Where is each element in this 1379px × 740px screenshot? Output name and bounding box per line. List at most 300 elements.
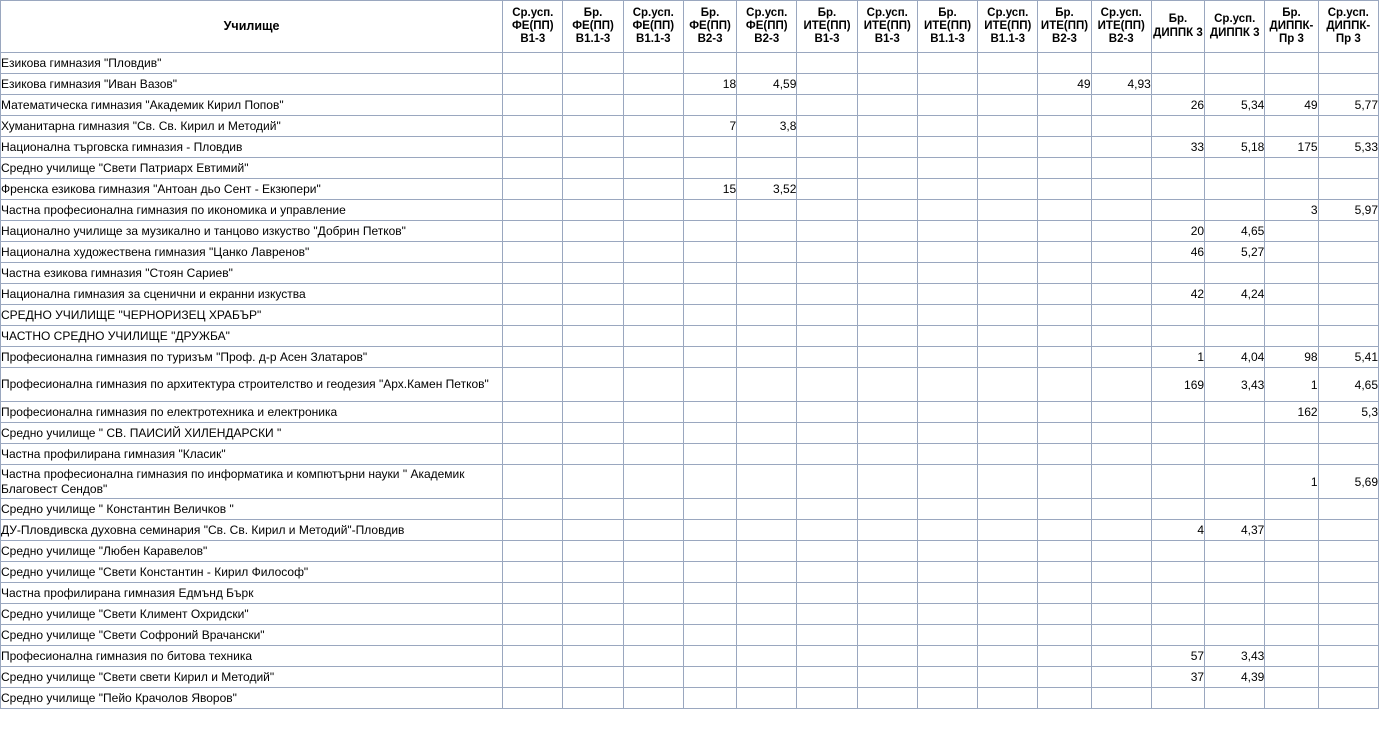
cell-c7[interactable] xyxy=(857,646,917,667)
cell-c15[interactable] xyxy=(1318,221,1378,242)
cell-c3[interactable] xyxy=(623,284,683,305)
cell-c9[interactable] xyxy=(978,221,1038,242)
cell-c12[interactable] xyxy=(1151,74,1204,95)
cell-c3[interactable] xyxy=(623,221,683,242)
cell-c4[interactable] xyxy=(683,53,736,74)
cell-c7[interactable] xyxy=(857,53,917,74)
cell-c7[interactable] xyxy=(857,284,917,305)
cell-c6[interactable] xyxy=(797,520,857,541)
cell-c12[interactable] xyxy=(1151,326,1204,347)
cell-c4[interactable] xyxy=(683,667,736,688)
cell-c6[interactable] xyxy=(797,158,857,179)
cell-c9[interactable] xyxy=(978,263,1038,284)
cell-c11[interactable] xyxy=(1091,541,1151,562)
cell-c5[interactable] xyxy=(737,444,797,465)
table-row[interactable] xyxy=(1,604,1379,625)
cell-c9[interactable] xyxy=(978,520,1038,541)
cell-c11[interactable] xyxy=(1091,402,1151,423)
cell-c5[interactable] xyxy=(737,137,797,158)
cell-c6[interactable] xyxy=(797,402,857,423)
cell-c15[interactable] xyxy=(1318,541,1378,562)
cell-c8[interactable] xyxy=(917,499,977,520)
cell-c5[interactable] xyxy=(737,583,797,604)
table-row[interactable] xyxy=(1,520,1379,541)
cell-c12[interactable]: 33 xyxy=(1151,137,1204,158)
school-name-cell[interactable]: Средно училище " Константин Величков " xyxy=(1,499,503,520)
cell-c8[interactable] xyxy=(917,423,977,444)
cell-c9[interactable] xyxy=(978,158,1038,179)
cell-c7[interactable] xyxy=(857,74,917,95)
cell-c9[interactable] xyxy=(978,326,1038,347)
cell-c4[interactable] xyxy=(683,158,736,179)
cell-c15[interactable] xyxy=(1318,499,1378,520)
cell-c8[interactable] xyxy=(917,221,977,242)
cell-c14[interactable] xyxy=(1265,667,1318,688)
cell-c1[interactable] xyxy=(503,604,563,625)
cell-c4[interactable] xyxy=(683,562,736,583)
cell-c2[interactable] xyxy=(563,347,623,368)
cell-c2[interactable] xyxy=(563,242,623,263)
cell-c15[interactable] xyxy=(1318,179,1378,200)
cell-c15[interactable] xyxy=(1318,263,1378,284)
cell-c11[interactable] xyxy=(1091,326,1151,347)
cell-c7[interactable] xyxy=(857,200,917,221)
cell-c7[interactable] xyxy=(857,423,917,444)
cell-c12[interactable]: 1 xyxy=(1151,347,1204,368)
cell-c15[interactable] xyxy=(1318,305,1378,326)
table-row[interactable] xyxy=(1,583,1379,604)
table-row[interactable] xyxy=(1,499,1379,520)
school-name-cell[interactable]: Национална гимназия за сценични и екранни изкуства xyxy=(1,284,503,305)
cell-c8[interactable] xyxy=(917,368,977,402)
cell-c2[interactable] xyxy=(563,499,623,520)
cell-c1[interactable] xyxy=(503,263,563,284)
cell-c10[interactable] xyxy=(1038,263,1091,284)
cell-c7[interactable] xyxy=(857,583,917,604)
cell-c8[interactable] xyxy=(917,200,977,221)
cell-c10[interactable] xyxy=(1038,158,1091,179)
cell-c12[interactable] xyxy=(1151,688,1204,709)
cell-c4[interactable] xyxy=(683,541,736,562)
cell-c14[interactable] xyxy=(1265,625,1318,646)
cell-c14[interactable]: 49 xyxy=(1265,95,1318,116)
cell-c2[interactable] xyxy=(563,667,623,688)
cell-c13[interactable] xyxy=(1205,625,1265,646)
cell-c13[interactable]: 4,04 xyxy=(1205,347,1265,368)
cell-c9[interactable] xyxy=(978,646,1038,667)
cell-c9[interactable] xyxy=(978,625,1038,646)
cell-c4[interactable]: 7 xyxy=(683,116,736,137)
cell-c1[interactable] xyxy=(503,402,563,423)
cell-c6[interactable] xyxy=(797,688,857,709)
cell-c4[interactable]: 15 xyxy=(683,179,736,200)
cell-c1[interactable] xyxy=(503,95,563,116)
cell-c9[interactable] xyxy=(978,137,1038,158)
cell-c7[interactable] xyxy=(857,499,917,520)
cell-c4[interactable] xyxy=(683,326,736,347)
school-name-cell[interactable]: Средно училище "Свети Константин - Кирил Философ" xyxy=(1,562,503,583)
cell-c6[interactable] xyxy=(797,53,857,74)
cell-c13[interactable] xyxy=(1205,444,1265,465)
cell-c10[interactable] xyxy=(1038,326,1091,347)
cell-c6[interactable] xyxy=(797,242,857,263)
cell-c1[interactable] xyxy=(503,520,563,541)
cell-c4[interactable] xyxy=(683,499,736,520)
cell-c11[interactable] xyxy=(1091,284,1151,305)
cell-c15[interactable] xyxy=(1318,242,1378,263)
cell-c6[interactable] xyxy=(797,423,857,444)
school-name-cell[interactable]: Математическа гимназия "Академик Кирил Попов" xyxy=(1,95,503,116)
cell-c13[interactable] xyxy=(1205,402,1265,423)
cell-c8[interactable] xyxy=(917,583,977,604)
cell-c8[interactable] xyxy=(917,465,977,499)
cell-c7[interactable] xyxy=(857,347,917,368)
cell-c15[interactable] xyxy=(1318,646,1378,667)
cell-c8[interactable] xyxy=(917,646,977,667)
cell-c3[interactable] xyxy=(623,604,683,625)
table-row[interactable] xyxy=(1,646,1379,667)
cell-c12[interactable]: 4 xyxy=(1151,520,1204,541)
cell-c14[interactable] xyxy=(1265,646,1318,667)
cell-c12[interactable]: 26 xyxy=(1151,95,1204,116)
cell-c4[interactable] xyxy=(683,444,736,465)
cell-c2[interactable] xyxy=(563,625,623,646)
cell-c5[interactable] xyxy=(737,625,797,646)
cell-c12[interactable]: 46 xyxy=(1151,242,1204,263)
cell-c3[interactable] xyxy=(623,137,683,158)
cell-c15[interactable] xyxy=(1318,667,1378,688)
cell-c14[interactable] xyxy=(1265,242,1318,263)
cell-c10[interactable] xyxy=(1038,137,1091,158)
table-row[interactable] xyxy=(1,562,1379,583)
cell-c6[interactable] xyxy=(797,646,857,667)
cell-c10[interactable] xyxy=(1038,423,1091,444)
cell-c8[interactable] xyxy=(917,326,977,347)
cell-c5[interactable] xyxy=(737,242,797,263)
cell-c8[interactable] xyxy=(917,444,977,465)
cell-c10[interactable] xyxy=(1038,368,1091,402)
cell-c12[interactable] xyxy=(1151,604,1204,625)
cell-c11[interactable]: 4,93 xyxy=(1091,74,1151,95)
cell-c11[interactable] xyxy=(1091,583,1151,604)
cell-c3[interactable] xyxy=(623,368,683,402)
cell-c2[interactable] xyxy=(563,562,623,583)
school-name-cell[interactable]: Средно училище "Свети Софроний Врачански" xyxy=(1,625,503,646)
cell-c7[interactable] xyxy=(857,465,917,499)
cell-c13[interactable] xyxy=(1205,53,1265,74)
cell-c8[interactable] xyxy=(917,242,977,263)
cell-c4[interactable] xyxy=(683,305,736,326)
cell-c1[interactable] xyxy=(503,562,563,583)
cell-c12[interactable] xyxy=(1151,116,1204,137)
cell-c6[interactable] xyxy=(797,541,857,562)
cell-c6[interactable] xyxy=(797,74,857,95)
cell-c15[interactable] xyxy=(1318,625,1378,646)
cell-c10[interactable] xyxy=(1038,520,1091,541)
cell-c4[interactable] xyxy=(683,137,736,158)
cell-c5[interactable] xyxy=(737,465,797,499)
cell-c13[interactable] xyxy=(1205,179,1265,200)
cell-c12[interactable] xyxy=(1151,625,1204,646)
cell-c5[interactable] xyxy=(737,284,797,305)
table-row[interactable] xyxy=(1,444,1379,465)
cell-c12[interactable] xyxy=(1151,465,1204,499)
cell-c8[interactable] xyxy=(917,74,977,95)
school-name-cell[interactable]: Национално училище за музикално и танцово изкуство "Добрин Петков" xyxy=(1,221,503,242)
cell-c13[interactable] xyxy=(1205,499,1265,520)
cell-c2[interactable] xyxy=(563,541,623,562)
cell-c13[interactable] xyxy=(1205,116,1265,137)
cell-c12[interactable] xyxy=(1151,158,1204,179)
cell-c3[interactable] xyxy=(623,520,683,541)
cell-c14[interactable]: 1 xyxy=(1265,465,1318,499)
cell-c10[interactable] xyxy=(1038,53,1091,74)
cell-c13[interactable] xyxy=(1205,158,1265,179)
cell-c11[interactable] xyxy=(1091,625,1151,646)
cell-c1[interactable] xyxy=(503,179,563,200)
cell-c14[interactable] xyxy=(1265,53,1318,74)
cell-c5[interactable] xyxy=(737,305,797,326)
cell-c11[interactable] xyxy=(1091,158,1151,179)
cell-c5[interactable]: 4,59 xyxy=(737,74,797,95)
cell-c15[interactable]: 5,97 xyxy=(1318,200,1378,221)
cell-c1[interactable] xyxy=(503,74,563,95)
cell-c9[interactable] xyxy=(978,423,1038,444)
cell-c13[interactable]: 4,39 xyxy=(1205,667,1265,688)
cell-c8[interactable] xyxy=(917,625,977,646)
cell-c15[interactable] xyxy=(1318,520,1378,541)
cell-c10[interactable] xyxy=(1038,305,1091,326)
cell-c11[interactable] xyxy=(1091,562,1151,583)
cell-c12[interactable]: 42 xyxy=(1151,284,1204,305)
table-row[interactable] xyxy=(1,200,1379,221)
cell-c4[interactable] xyxy=(683,242,736,263)
cell-c13[interactable] xyxy=(1205,562,1265,583)
cell-c1[interactable] xyxy=(503,242,563,263)
cell-c11[interactable] xyxy=(1091,53,1151,74)
school-name-cell[interactable]: Национална търговска гимназия - Пловдив xyxy=(1,137,503,158)
cell-c14[interactable] xyxy=(1265,444,1318,465)
cell-c4[interactable]: 18 xyxy=(683,74,736,95)
table-row[interactable] xyxy=(1,368,1379,402)
cell-c2[interactable] xyxy=(563,465,623,499)
cell-c12[interactable]: 169 xyxy=(1151,368,1204,402)
cell-c7[interactable] xyxy=(857,688,917,709)
cell-c3[interactable] xyxy=(623,444,683,465)
table-row[interactable] xyxy=(1,688,1379,709)
cell-c8[interactable] xyxy=(917,137,977,158)
cell-c4[interactable] xyxy=(683,646,736,667)
cell-c8[interactable] xyxy=(917,95,977,116)
cell-c3[interactable] xyxy=(623,200,683,221)
cell-c14[interactable] xyxy=(1265,499,1318,520)
school-name-cell[interactable]: Професионална гимназия по електротехника и електроника xyxy=(1,402,503,423)
cell-c13[interactable] xyxy=(1205,74,1265,95)
cell-c10[interactable] xyxy=(1038,667,1091,688)
school-name-cell[interactable]: Средно училище "Любен Каравелов" xyxy=(1,541,503,562)
cell-c7[interactable] xyxy=(857,221,917,242)
cell-c11[interactable] xyxy=(1091,368,1151,402)
cell-c3[interactable] xyxy=(623,305,683,326)
cell-c5[interactable] xyxy=(737,200,797,221)
cell-c15[interactable]: 5,69 xyxy=(1318,465,1378,499)
cell-c10[interactable] xyxy=(1038,402,1091,423)
cell-c3[interactable] xyxy=(623,347,683,368)
cell-c1[interactable] xyxy=(503,423,563,444)
cell-c8[interactable] xyxy=(917,263,977,284)
cell-c11[interactable] xyxy=(1091,263,1151,284)
cell-c9[interactable] xyxy=(978,583,1038,604)
cell-c9[interactable] xyxy=(978,541,1038,562)
cell-c5[interactable] xyxy=(737,326,797,347)
cell-c6[interactable] xyxy=(797,179,857,200)
cell-c8[interactable] xyxy=(917,53,977,74)
cell-c3[interactable] xyxy=(623,158,683,179)
cell-c10[interactable] xyxy=(1038,200,1091,221)
cell-c6[interactable] xyxy=(797,305,857,326)
table-row[interactable] xyxy=(1,402,1379,423)
cell-c5[interactable] xyxy=(737,688,797,709)
cell-c5[interactable] xyxy=(737,604,797,625)
cell-c15[interactable] xyxy=(1318,326,1378,347)
cell-c14[interactable] xyxy=(1265,562,1318,583)
cell-c11[interactable] xyxy=(1091,179,1151,200)
cell-c4[interactable] xyxy=(683,284,736,305)
cell-c11[interactable] xyxy=(1091,347,1151,368)
cell-c5[interactable] xyxy=(737,520,797,541)
cell-c6[interactable] xyxy=(797,137,857,158)
cell-c12[interactable]: 57 xyxy=(1151,646,1204,667)
school-name-cell[interactable]: Частна езикова гимназия "Стоян Сариев" xyxy=(1,263,503,284)
cell-c11[interactable] xyxy=(1091,646,1151,667)
cell-c2[interactable] xyxy=(563,444,623,465)
cell-c1[interactable] xyxy=(503,368,563,402)
cell-c15[interactable]: 5,3 xyxy=(1318,402,1378,423)
cell-c7[interactable] xyxy=(857,116,917,137)
cell-c1[interactable] xyxy=(503,667,563,688)
cell-c9[interactable] xyxy=(978,688,1038,709)
cell-c6[interactable] xyxy=(797,583,857,604)
cell-c13[interactable] xyxy=(1205,200,1265,221)
cell-c3[interactable] xyxy=(623,646,683,667)
cell-c12[interactable] xyxy=(1151,562,1204,583)
cell-c10[interactable] xyxy=(1038,541,1091,562)
cell-c6[interactable] xyxy=(797,284,857,305)
cell-c5[interactable] xyxy=(737,541,797,562)
cell-c14[interactable] xyxy=(1265,179,1318,200)
cell-c2[interactable] xyxy=(563,74,623,95)
table-row[interactable] xyxy=(1,284,1379,305)
school-name-cell[interactable]: Средно училище "Пейо Крачолов Яворов" xyxy=(1,688,503,709)
table-row[interactable] xyxy=(1,158,1379,179)
cell-c7[interactable] xyxy=(857,562,917,583)
cell-c12[interactable] xyxy=(1151,541,1204,562)
cell-c12[interactable] xyxy=(1151,583,1204,604)
cell-c12[interactable] xyxy=(1151,263,1204,284)
cell-c2[interactable] xyxy=(563,423,623,444)
cell-c3[interactable] xyxy=(623,465,683,499)
cell-c1[interactable] xyxy=(503,583,563,604)
cell-c13[interactable] xyxy=(1205,604,1265,625)
cell-c4[interactable] xyxy=(683,368,736,402)
school-name-cell[interactable]: ЧАСТНО СРЕДНО УЧИЛИЩЕ "ДРУЖБА" xyxy=(1,326,503,347)
cell-c11[interactable] xyxy=(1091,242,1151,263)
cell-c15[interactable] xyxy=(1318,688,1378,709)
cell-c9[interactable] xyxy=(978,562,1038,583)
table-row[interactable] xyxy=(1,305,1379,326)
cell-c15[interactable]: 5,77 xyxy=(1318,95,1378,116)
cell-c7[interactable] xyxy=(857,625,917,646)
cell-c4[interactable] xyxy=(683,604,736,625)
cell-c5[interactable] xyxy=(737,158,797,179)
cell-c12[interactable] xyxy=(1151,402,1204,423)
cell-c13[interactable] xyxy=(1205,583,1265,604)
cell-c10[interactable] xyxy=(1038,583,1091,604)
table-row[interactable] xyxy=(1,347,1379,368)
cell-c6[interactable] xyxy=(797,95,857,116)
cell-c1[interactable] xyxy=(503,326,563,347)
cell-c9[interactable] xyxy=(978,402,1038,423)
cell-c13[interactable] xyxy=(1205,465,1265,499)
cell-c12[interactable] xyxy=(1151,179,1204,200)
cell-c1[interactable] xyxy=(503,158,563,179)
table-row[interactable] xyxy=(1,95,1379,116)
cell-c9[interactable] xyxy=(978,499,1038,520)
cell-c15[interactable] xyxy=(1318,562,1378,583)
cell-c5[interactable]: 3,52 xyxy=(737,179,797,200)
cell-c1[interactable] xyxy=(503,541,563,562)
cell-c7[interactable] xyxy=(857,604,917,625)
cell-c15[interactable] xyxy=(1318,604,1378,625)
cell-c1[interactable] xyxy=(503,444,563,465)
cell-c14[interactable] xyxy=(1265,326,1318,347)
cell-c7[interactable] xyxy=(857,667,917,688)
cell-c5[interactable] xyxy=(737,423,797,444)
cell-c11[interactable] xyxy=(1091,305,1151,326)
cell-c9[interactable] xyxy=(978,200,1038,221)
cell-c8[interactable] xyxy=(917,158,977,179)
school-name-cell[interactable]: Езикова гимназия "Иван Вазов" xyxy=(1,74,503,95)
cell-c10[interactable] xyxy=(1038,562,1091,583)
cell-c2[interactable] xyxy=(563,284,623,305)
cell-c7[interactable] xyxy=(857,263,917,284)
cell-c11[interactable] xyxy=(1091,465,1151,499)
cell-c12[interactable] xyxy=(1151,200,1204,221)
cell-c2[interactable] xyxy=(563,263,623,284)
cell-c10[interactable] xyxy=(1038,604,1091,625)
cell-c6[interactable] xyxy=(797,625,857,646)
table-row[interactable] xyxy=(1,423,1379,444)
cell-c12[interactable] xyxy=(1151,53,1204,74)
cell-c9[interactable] xyxy=(978,284,1038,305)
cell-c1[interactable] xyxy=(503,499,563,520)
cell-c10[interactable] xyxy=(1038,444,1091,465)
cell-c4[interactable] xyxy=(683,347,736,368)
cell-c2[interactable] xyxy=(563,646,623,667)
cell-c12[interactable]: 37 xyxy=(1151,667,1204,688)
cell-c10[interactable] xyxy=(1038,179,1091,200)
cell-c11[interactable] xyxy=(1091,688,1151,709)
cell-c4[interactable] xyxy=(683,221,736,242)
cell-c6[interactable] xyxy=(797,562,857,583)
cell-c1[interactable] xyxy=(503,116,563,137)
cell-c15[interactable]: 5,33 xyxy=(1318,137,1378,158)
cell-c8[interactable] xyxy=(917,604,977,625)
school-name-cell[interactable]: Частна професионална гимназия по икономика и управление xyxy=(1,200,503,221)
cell-c7[interactable] xyxy=(857,541,917,562)
cell-c7[interactable] xyxy=(857,402,917,423)
cell-c8[interactable] xyxy=(917,667,977,688)
